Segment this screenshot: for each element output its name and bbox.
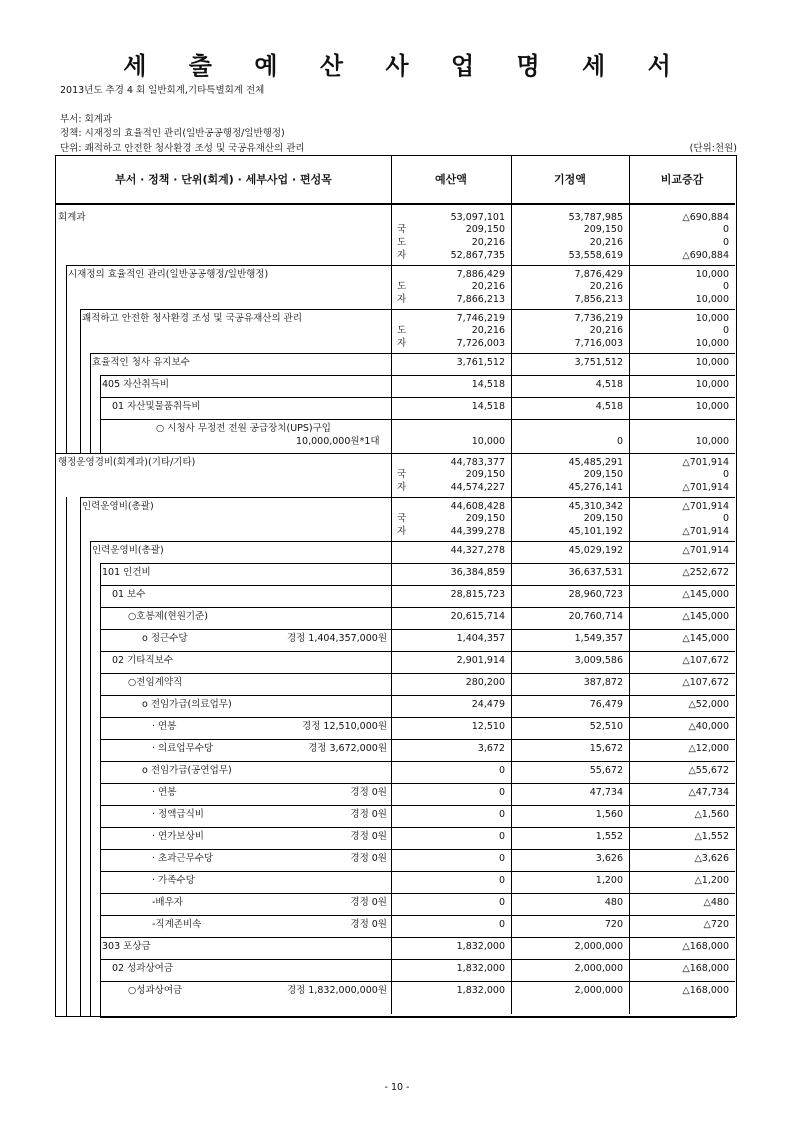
row-previous: 1,549,357 (574, 633, 623, 644)
row-label: · 초과근무수당 (152, 853, 214, 864)
row-budget: 14,518 (471, 401, 505, 412)
row-label: · 정액급식비 (152, 809, 204, 820)
row-divider (100, 629, 735, 630)
row-previous: 47,734 (589, 787, 623, 798)
row-previous: 3,626 (595, 853, 623, 864)
row-divider (56, 453, 735, 454)
row-difference: △168,000 (682, 985, 729, 996)
row-difference: △701,914 (682, 457, 729, 468)
row-difference: △701,914 (682, 545, 729, 556)
sub-previous: 45,101,192 (568, 526, 623, 537)
row-budget: 14,518 (471, 379, 505, 390)
row-previous: 1,552 (595, 831, 623, 842)
row-previous: 15,672 (589, 743, 623, 754)
row-label: 효율적인 청사 유지보수 (92, 357, 190, 368)
sub-budget: 209,150 (465, 513, 505, 524)
row-previous: 480 (604, 897, 623, 908)
row-label: o 전임가급(공연업무) (142, 765, 232, 776)
row-budget: 10,000 (471, 436, 505, 447)
row-previous: 4,518 (595, 379, 623, 390)
row-difference: 10,000 (695, 436, 729, 447)
row-difference: △12,000 (688, 743, 729, 754)
row-budget: 1,832,000 (456, 941, 505, 952)
row-label: 인력운영비(총괄) (82, 501, 154, 512)
row-previous: 52,510 (589, 721, 623, 732)
row-budget: 2,901,914 (456, 655, 505, 666)
sub-previous: 7,716,003 (574, 338, 623, 349)
row-divider (100, 827, 735, 828)
sub-budget: 44,574,227 (450, 482, 505, 493)
row-divider (100, 915, 735, 916)
row-label: 405 자산취득비 (102, 379, 170, 390)
sub-difference: 0 (722, 224, 729, 235)
row-previous: 55,672 (589, 765, 623, 776)
row-difference: △168,000 (682, 963, 729, 974)
row-budget: 0 (498, 809, 505, 820)
row-budget: 0 (498, 765, 505, 776)
sub-difference: △701,914 (682, 526, 729, 537)
row-difference: △107,672 (682, 655, 729, 666)
row-label: o 전임가급(의료업무) (142, 699, 232, 710)
sub-previous: 53,558,619 (568, 250, 623, 261)
row-budget: 3,761,512 (456, 357, 505, 368)
row-divider (100, 783, 735, 784)
hierarchy-line (80, 309, 81, 453)
fund-source: 국 (397, 513, 407, 524)
row-previous: 720 (604, 919, 623, 930)
row-divider (100, 849, 735, 850)
row-divider (100, 375, 735, 376)
row-budget: 44,783,377 (450, 457, 505, 468)
col-divider-difference (629, 156, 630, 1014)
row-difference: 10,000 (695, 401, 729, 412)
sub-difference: 10,000 (695, 294, 729, 305)
row-label: · 연봉 (152, 721, 177, 732)
row-label: ○호봉제(현원기준) (128, 611, 208, 622)
row-difference: △107,672 (682, 677, 729, 688)
row-label: 시재정의 효율적인 관리(일반공공행정/일반행정) (68, 269, 269, 280)
sub-difference: 0 (722, 469, 729, 480)
sub-budget: 7,726,003 (456, 338, 505, 349)
sub-previous: 20,216 (589, 237, 623, 248)
row-previous: 53,787,985 (568, 212, 623, 223)
currency-unit: (단위:천원) (689, 143, 737, 154)
row-difference: △168,000 (682, 941, 729, 952)
row-budget: 12,510 (471, 721, 505, 732)
dept-line: 부서: 회계과 (60, 114, 113, 125)
sub-budget: 20,216 (471, 237, 505, 248)
header-difference: 비교증감 (660, 173, 704, 186)
row-note: 경정 0원 (350, 809, 387, 820)
row-label: 쾌적하고 안전한 청사환경 조성 및 국공유재산의 관리 (82, 313, 303, 324)
fund-source: 도 (397, 281, 407, 292)
row-difference: △1,200 (694, 875, 729, 886)
row-budget: 7,886,429 (456, 269, 505, 280)
row-difference: △47,734 (688, 787, 729, 798)
row-divider (100, 585, 735, 586)
row-difference: △1,560 (694, 809, 729, 820)
sub-difference: △690,884 (682, 250, 729, 261)
col-divider-previous (511, 156, 512, 1014)
row-label: 회계과 (58, 212, 86, 223)
row-difference: 10,000 (695, 357, 729, 368)
sub-previous: 20,216 (589, 281, 623, 292)
row-difference: △145,000 (682, 633, 729, 644)
table-header (56, 156, 735, 205)
fund-source: 도 (397, 237, 407, 248)
row-budget: 7,746,219 (456, 313, 505, 324)
row-divider (100, 739, 735, 740)
unit-line: 단위: 쾌적하고 안전한 청사환경 조성 및 국공유재산의 관리 (60, 143, 305, 154)
row-divider (100, 695, 735, 696)
row-label: · 가족수당 (152, 875, 195, 886)
row-label: 01 보수 (112, 589, 146, 600)
row-divider (100, 937, 735, 938)
row-budget: 0 (498, 853, 505, 864)
sub-previous: 209,150 (583, 224, 623, 235)
row-previous: 45,485,291 (568, 457, 623, 468)
row-label: -배우자 (152, 897, 183, 908)
row-divider (100, 871, 735, 872)
row-difference: △40,000 (688, 721, 729, 732)
row-label: 101 인건비 (102, 567, 151, 578)
fund-source: 도 (397, 325, 407, 336)
hierarchy-line (100, 563, 101, 1017)
row-budget: 3,672 (477, 743, 505, 754)
row-note: 경정 0원 (350, 787, 387, 798)
row-label: ○성과상여금 (128, 985, 183, 996)
fund-source: 자 (397, 338, 407, 349)
row-budget: 53,097,101 (450, 212, 505, 223)
row-note: 경정 0원 (350, 897, 387, 908)
row-label: 행정운영경비(회계과)(기타/기타) (58, 457, 196, 468)
row-previous: 7,736,219 (574, 313, 623, 324)
row-budget: 20,615,714 (450, 611, 505, 622)
row-note: 경정 3,672,000원 (308, 743, 387, 754)
sub-previous: 209,150 (583, 513, 623, 524)
row-difference: 10,000 (695, 313, 729, 324)
table-bottom-line (100, 1017, 735, 1018)
row-budget: 1,832,000 (456, 985, 505, 996)
fund-source: 국 (397, 469, 407, 480)
row-budget: 0 (498, 787, 505, 798)
row-budget: 36,384,859 (450, 567, 505, 578)
row-label: 01 자산및물품취득비 (112, 401, 201, 412)
row-difference: △52,000 (688, 699, 729, 710)
row-divider (100, 761, 735, 762)
row-divider (90, 541, 735, 542)
row-previous: 1,560 (595, 809, 623, 820)
row-label: 인력운영비(총괄) (92, 545, 164, 556)
row-budget: 280,200 (465, 677, 505, 688)
row-budget: 0 (498, 831, 505, 842)
sub-previous: 209,150 (583, 469, 623, 480)
row-budget: 44,327,278 (450, 545, 505, 556)
row-budget: 0 (498, 875, 505, 886)
row-difference: △480 (703, 897, 729, 908)
col-divider-budget (391, 156, 392, 1014)
row-previous: 45,310,342 (568, 501, 623, 512)
row-divider (100, 805, 735, 806)
row-previous: 28,960,723 (568, 589, 623, 600)
row-note: 경정 0원 (350, 831, 387, 842)
row-difference: △701,914 (682, 501, 729, 512)
row-difference: △3,626 (694, 853, 729, 864)
row-label: -직계존비속 (152, 919, 202, 930)
row-previous: 2,000,000 (574, 963, 623, 974)
row-divider (100, 981, 735, 982)
row-previous: 2,000,000 (574, 941, 623, 952)
header-category: 부서 · 정책 · 단위(회계) · 세부사업 · 편성목 (115, 173, 332, 186)
fund-source: 자 (397, 482, 407, 493)
row-difference: △1,552 (694, 831, 729, 842)
fund-source: 자 (397, 250, 407, 261)
row-previous: 20,760,714 (568, 611, 623, 622)
row-divider (100, 419, 735, 420)
row-difference: △690,884 (682, 212, 729, 223)
row-divider (100, 893, 735, 894)
row-label: · 연봉 (152, 787, 177, 798)
row-previous: 36,637,531 (568, 567, 623, 578)
sub-budget: 7,866,213 (456, 294, 505, 305)
row-budget: 44,608,428 (450, 501, 505, 512)
row-previous: 1,200 (595, 875, 623, 886)
row-divider (80, 309, 735, 310)
row-note: 경정 12,510,000원 (302, 721, 387, 732)
row-label: · 연가보상비 (152, 831, 204, 842)
row-divider (100, 959, 735, 960)
hierarchy-line (90, 353, 91, 453)
fund-source: 자 (397, 526, 407, 537)
row-previous: 387,872 (583, 677, 623, 688)
sub-difference: 0 (722, 513, 729, 524)
sub-difference: 0 (722, 325, 729, 336)
row-difference: △145,000 (682, 611, 729, 622)
row-difference: △55,672 (688, 765, 729, 776)
fund-source: 국 (397, 224, 407, 235)
row-divider (100, 397, 735, 398)
row-difference: △252,672 (682, 567, 729, 578)
row-divider (100, 651, 735, 652)
sub-difference: 10,000 (695, 338, 729, 349)
sub-budget: 44,399,278 (450, 526, 505, 537)
hierarchy-line (66, 265, 67, 453)
sub-budget: 20,216 (471, 281, 505, 292)
row-divider (100, 673, 735, 674)
row-label: ○전임계약직 (128, 677, 183, 688)
row-label: 02 성과상여금 (112, 963, 173, 974)
row-budget: 1,832,000 (456, 963, 505, 974)
row-label: 02 기타직보수 (112, 655, 173, 666)
sub-difference: 0 (722, 281, 729, 292)
row-divider (66, 265, 735, 266)
sub-previous: 45,276,141 (568, 482, 623, 493)
row-budget: 0 (498, 897, 505, 908)
row-difference: 10,000 (695, 269, 729, 280)
row-note: 경정 1,404,357,000원 (286, 633, 387, 644)
row-note: 경정 0원 (350, 853, 387, 864)
row-divider (100, 563, 735, 564)
row-difference: 10,000 (695, 379, 729, 390)
hierarchy-line (66, 497, 67, 1017)
budget-table (55, 155, 737, 1017)
hierarchy-line (90, 541, 91, 1017)
row-previous: 4,518 (595, 401, 623, 412)
sub-difference: 0 (722, 237, 729, 248)
row-budget: 24,479 (471, 699, 505, 710)
sub-previous: 20,216 (589, 325, 623, 336)
row-difference: △720 (703, 919, 729, 930)
row-divider (100, 717, 735, 718)
hierarchy-line (100, 375, 101, 453)
header-budget: 예산액 (435, 173, 467, 186)
sub-budget: 209,150 (465, 469, 505, 480)
row-label: o 정근수당 (142, 633, 188, 644)
row-previous: 2,000,000 (574, 985, 623, 996)
row-divider (80, 497, 735, 498)
row-label: ○ 시청사 무정전 전원 공급장치(UPS)구입 (156, 423, 331, 434)
page-number: - 10 - (384, 1082, 410, 1093)
row-label: 303 포상금 (102, 941, 151, 952)
row-previous: 0 (616, 436, 623, 447)
row-note: 경정 0원 (350, 919, 387, 930)
row-previous: 3,009,586 (574, 655, 623, 666)
row-previous: 45,029,192 (568, 545, 623, 556)
sub-budget: 20,216 (471, 325, 505, 336)
row-budget: 28,815,723 (450, 589, 505, 600)
document-title: 세 출 예 산 사 업 명 세 서 (123, 52, 688, 80)
row-previous: 3,751,512 (574, 357, 623, 368)
hierarchy-line (80, 497, 81, 1017)
row-previous: 76,479 (589, 699, 623, 710)
policy-line: 정책: 시재정의 효율적인 관리(일반공공행정/일반행정) (60, 128, 285, 139)
sub-budget: 209,150 (465, 224, 505, 235)
row-label-detail: 10,000,000원*1대 (296, 436, 380, 447)
row-budget: 0 (498, 919, 505, 930)
fund-source: 자 (397, 294, 407, 305)
sub-previous: 7,856,213 (574, 294, 623, 305)
row-note: 경정 1,832,000,000원 (286, 985, 387, 996)
row-budget: 1,404,357 (456, 633, 505, 644)
row-label: · 의료업무수당 (152, 743, 214, 754)
subtitle: 2013년도 추경 4 회 일반회계,기타특별회계 전체 (60, 85, 265, 96)
row-difference: △145,000 (682, 589, 729, 600)
header-previous: 기정액 (554, 173, 586, 186)
row-divider (100, 607, 735, 608)
row-previous: 7,876,429 (574, 269, 623, 280)
row-divider (90, 353, 735, 354)
sub-budget: 52,867,735 (450, 250, 505, 261)
sub-difference: △701,914 (682, 482, 729, 493)
